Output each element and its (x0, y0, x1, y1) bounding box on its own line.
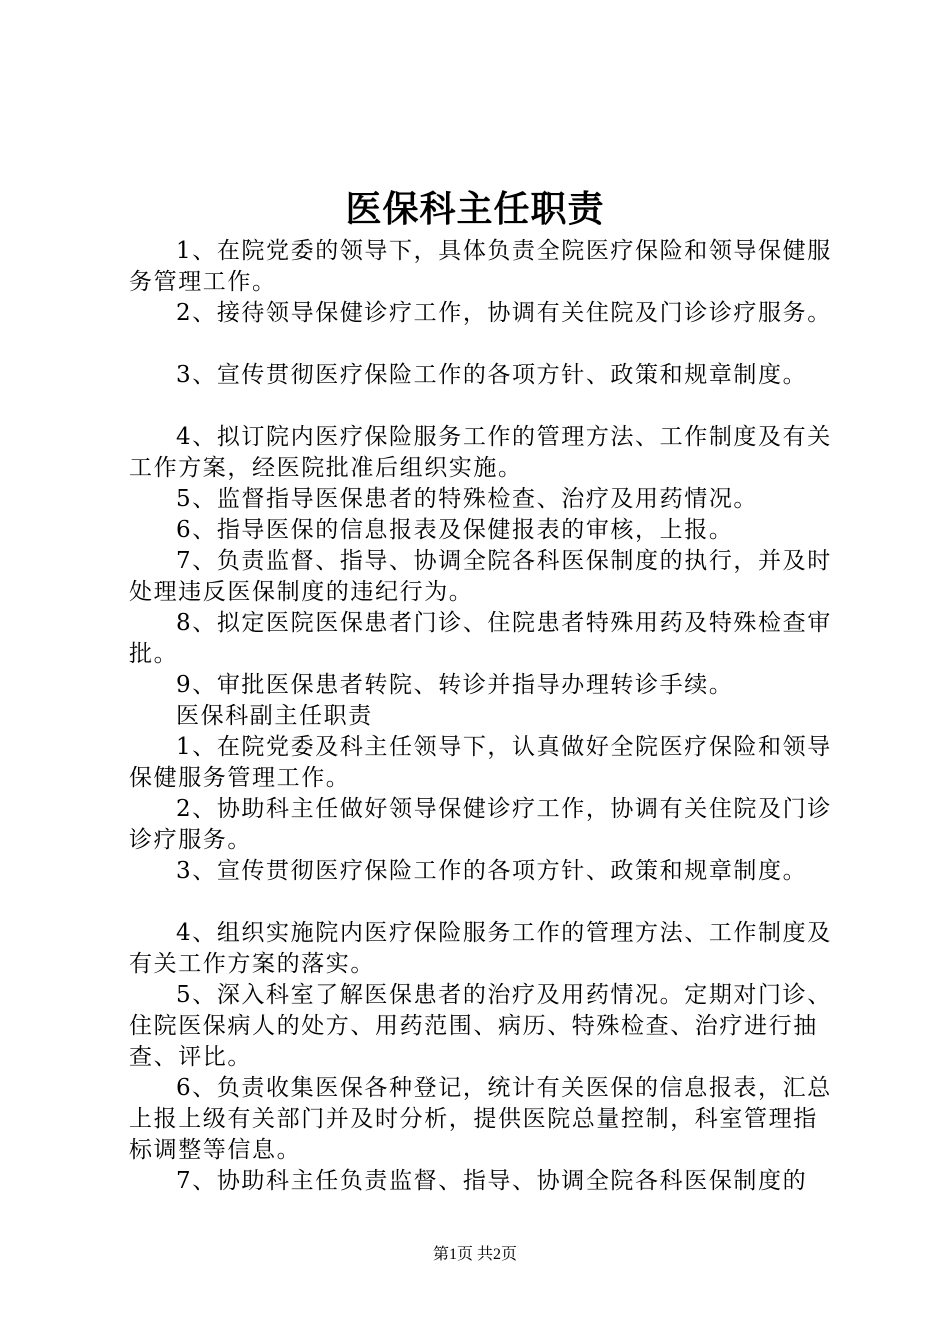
deputy-paragraph-3: 3、宣传贯彻医疗保险工作的各项方针、政策和规章制度。 (176, 858, 808, 884)
page-number: 第1页 共2页 (432, 1246, 517, 1263)
paragraph-8: 8、拟定医院医保患者门诊、住院患者特殊用药及特殊检查审批。 (129, 610, 832, 667)
deputy-paragraph-7: 7、协助科主任负责监督、指导、协调全院各科医保制度的 (176, 1168, 808, 1194)
blank-line (129, 329, 834, 360)
paragraph-6: 6、指导医保的信息报表及保健报表的审核，上报。 (176, 517, 734, 543)
document-body (129, 236, 834, 1197)
deputy-paragraph-6: 6、负责收集医保各种登记，统计有关医保的信息报表，汇总上报上级有关部门并及时分析，提供医院总量控制，科室管理指标调整等信息。 (129, 1075, 832, 1163)
paragraph-4: 4、拟订院内医疗保险服务工作的管理方法、工作制度及有关工作方案，经医院批准后组织实施。 (129, 424, 832, 481)
paragraph-9: 9、审批医保患者转院、转诊并指导办理转诊手续。 (176, 672, 734, 698)
paragraph-7: 7、负责监督、指导、协调全院各科医保制度的执行，并及时处理违反医保制度的违纪行为。 (129, 548, 832, 605)
deputy-paragraph-4: 4、组织实施院内医疗保险服务工作的管理方法、工作制度及有关工作方案的落实。 (129, 920, 832, 977)
paragraph-1: 1、在院党委的领导下，具体负责全院医疗保险和领导保健服务管理工作。 (129, 238, 832, 295)
deputy-paragraph-1: 1、在院党委及科主任领导下，认真做好全院医疗保险和领导保健服务管理工作。 (129, 734, 832, 791)
section-heading-deputy: 医保科副主任职责 (176, 703, 373, 729)
document-title: 医保科主任职责 (345, 188, 605, 230)
paragraph-2: 2、接待领导保健诊疗工作，协调有关住院及门诊诊疗服务。 (176, 300, 832, 326)
blank-line (129, 887, 834, 918)
blank-line (129, 391, 834, 422)
paragraph-5: 5、监督指导医保患者的特殊检查、治疗及用药情况。 (176, 486, 759, 512)
paragraph-3: 3、宣传贯彻医疗保险工作的各项方针、政策和规章制度。 (176, 362, 808, 388)
deputy-paragraph-2: 2、协助科主任做好领导保健诊疗工作，协调有关住院及门诊诊疗服务。 (129, 796, 832, 853)
deputy-paragraph-5: 5、深入科室了解医保患者的治疗及用药情况。定期对门诊、住院医保病人的处方、用药范围、病历、特殊检查、治疗进行抽查、评比。 (129, 982, 832, 1070)
